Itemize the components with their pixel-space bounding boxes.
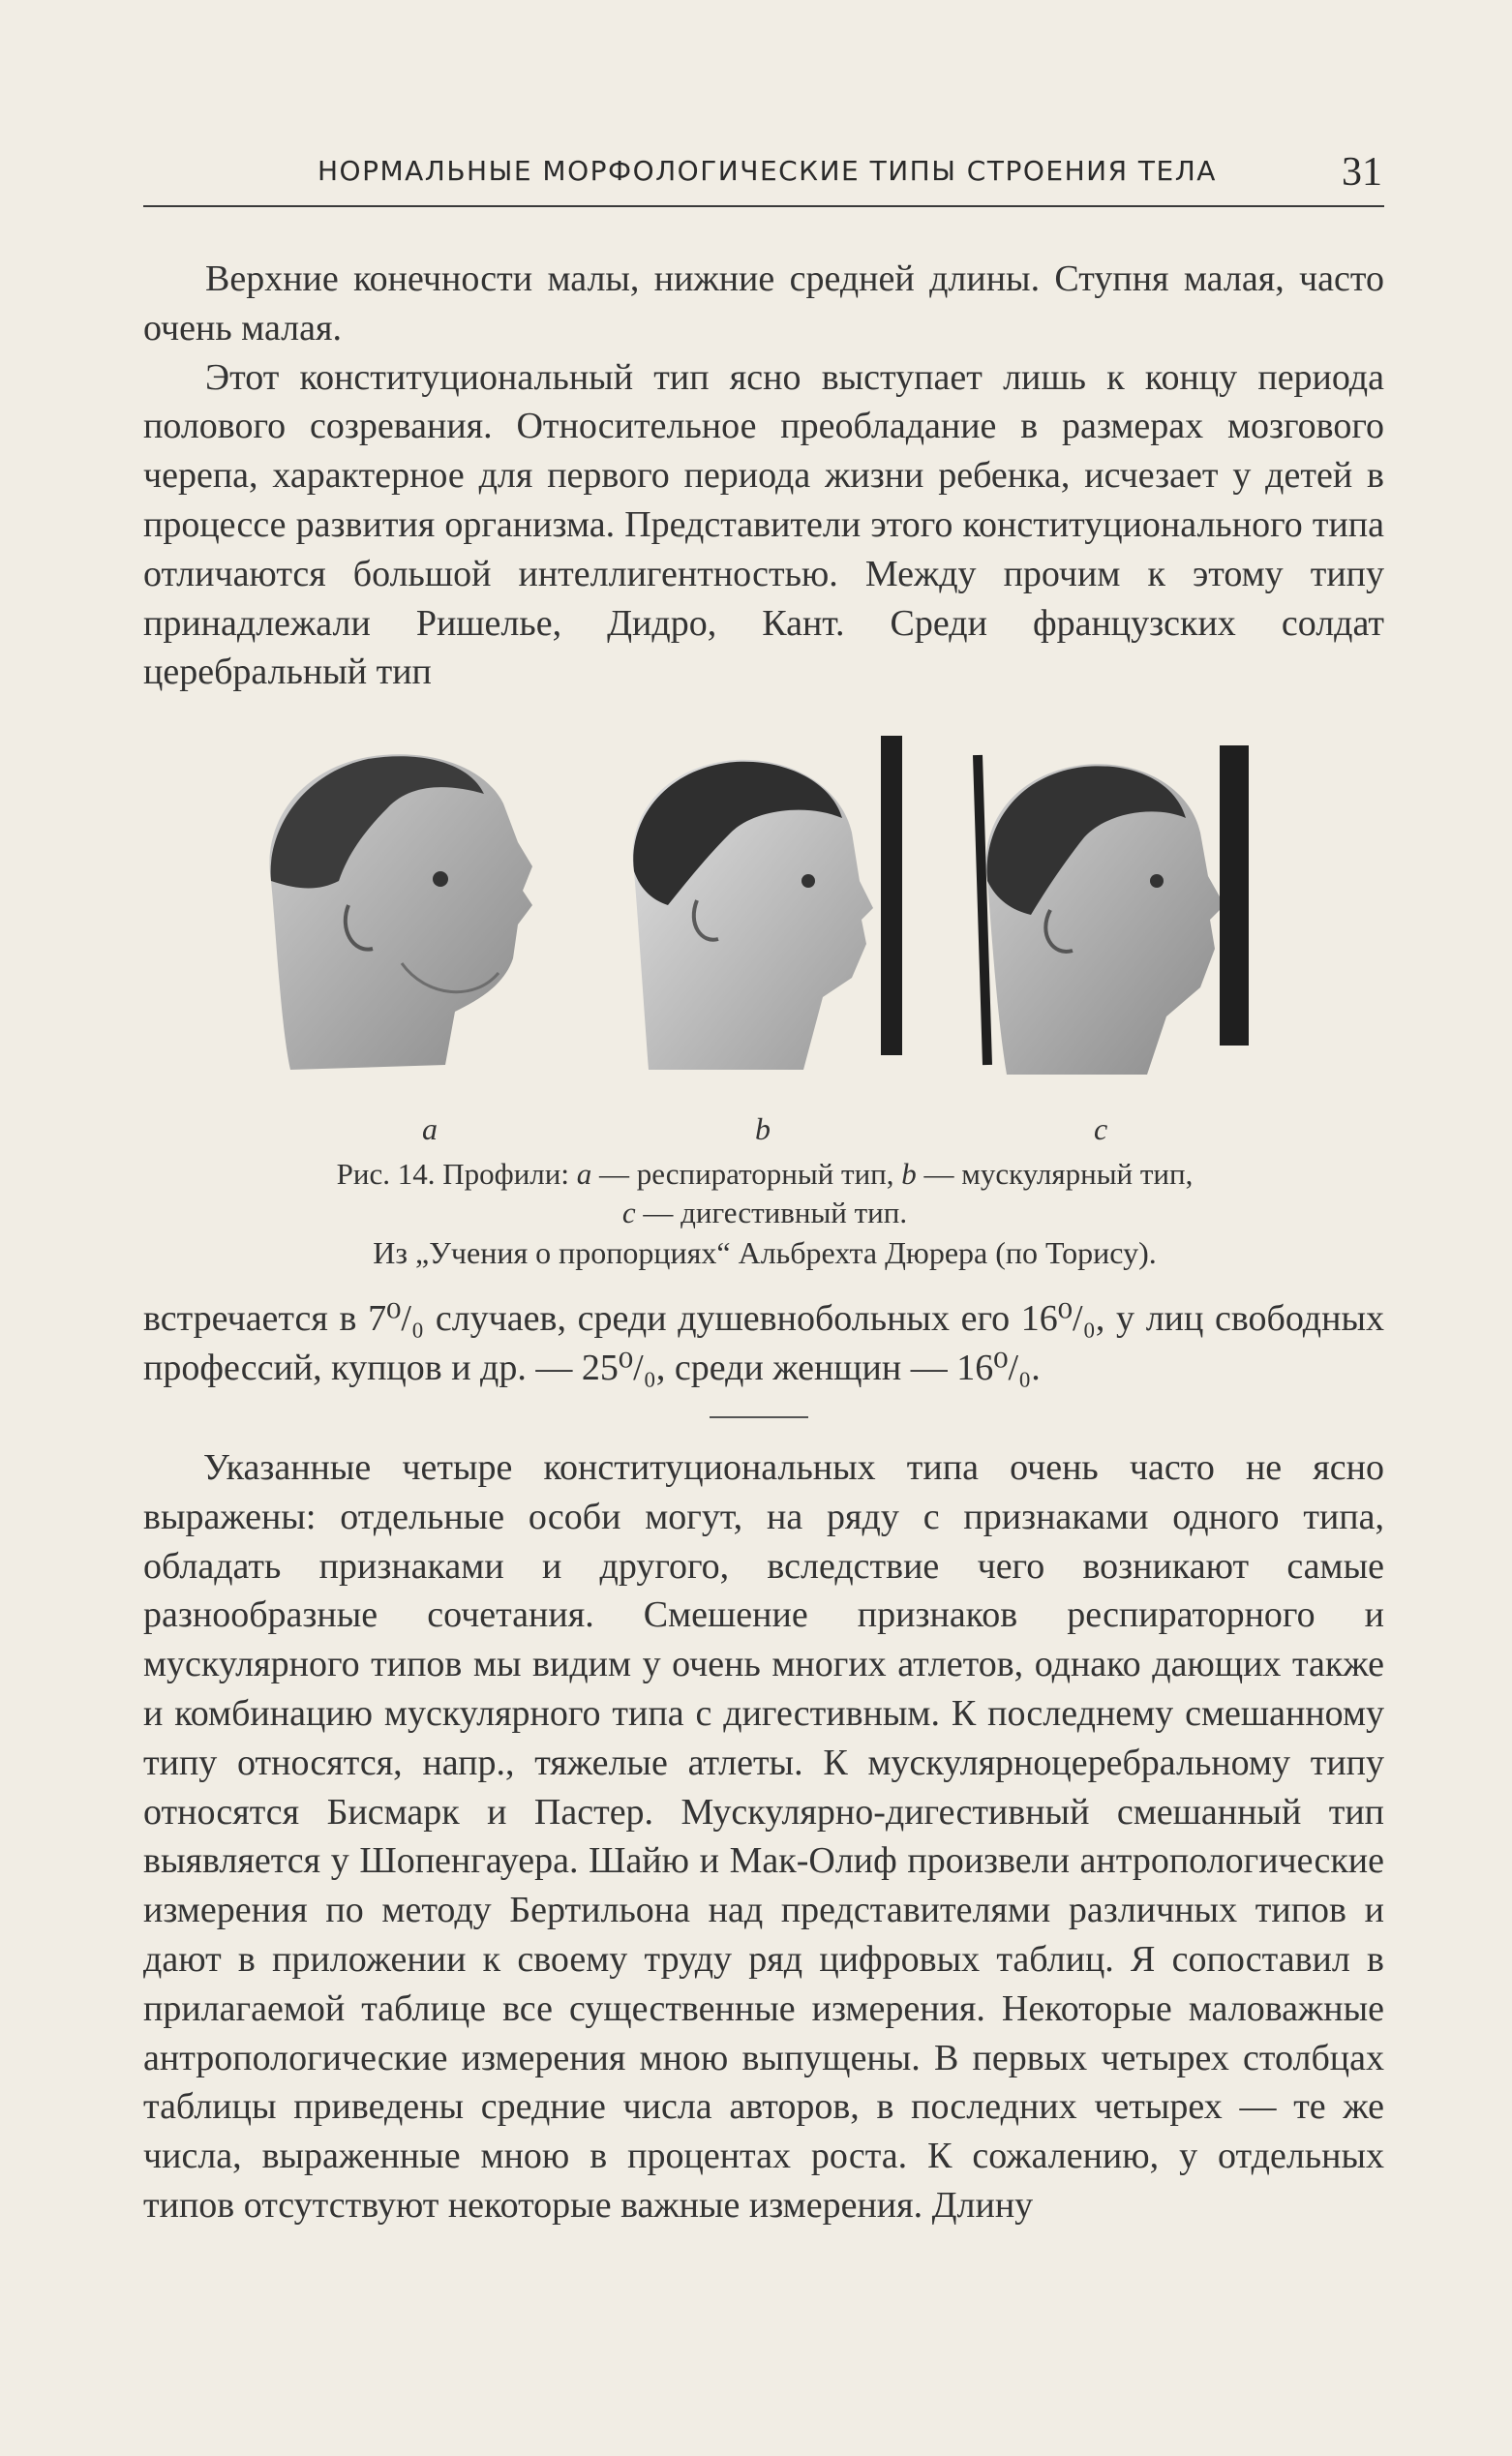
figure-letters bbox=[242, 1111, 1287, 1150]
text-block-continuation bbox=[143, 1294, 1384, 1393]
profile-b-image bbox=[633, 736, 902, 1070]
text-block-main bbox=[143, 1443, 1384, 2230]
section-divider bbox=[710, 1416, 808, 1418]
running-header bbox=[143, 150, 1382, 201]
profiles-illustration bbox=[242, 736, 1287, 1084]
header-title: НОРМАЛЬНЫЕ МОРФОЛОГИЧЕСКИЕ ТИПЫ СТРОЕНИЯ ТЕЛА bbox=[318, 155, 1217, 187]
page-number: 31 bbox=[1342, 150, 1382, 195]
profile-c-image bbox=[978, 745, 1249, 1075]
caption-text-c: — дигестивный тип. bbox=[635, 1196, 908, 1229]
caption-prefix: Рис. 14. Профили: bbox=[336, 1157, 577, 1191]
header-rule bbox=[143, 205, 1384, 207]
caption-text-b: — мускулярный тип, bbox=[916, 1157, 1194, 1191]
paragraph-limbs: Верхние конечности малы, нижние средней длины. Ступня малая, часто очень малая. bbox=[143, 258, 1384, 349]
label-c: c bbox=[1094, 1111, 1108, 1146]
caption-text-a: — респираторный тип, bbox=[591, 1157, 902, 1191]
paragraph-mixed-types: Указанные четыре конституциональных типа очень часто не ясно выражены: отдельные особи могут, на ряду с признаками одного типа, обладать признаками и другого, вследствие чего возникают самые разнообразные сочетания. Смешение признаков респираторного и мускулярного типов мы видим у очень многих атлетов, однако дающих также и комбинацию мускулярного типа с дигестивным. К последнему смешанному типу относятся, напр., тяжелые атлеты. К мускулярноцеребральному типу относятся Бисмарк и Пастер. Мускулярно-дигестивный смешанный тип выявляется у Шопенгауера. Шайю и Мак-Олиф произвели антропологические измерения по методу Бертильона над представителями различных типов и дают в приложении к своему труду ряд цифровых таблиц. Я сопоставил в прилагаемой таблице все существенные измерения. Некоторые маловажные антропологические измерения мною выпущены. В первых четырех столбцах таблицы приведены средние числа авторов, в последних четырех — те же числа, выраженные мною в процентах роста. К сожалению, у отдельных типов отсутствуют некоторые важные измерения. Длину bbox=[143, 1447, 1384, 2226]
caption-letter-c: c bbox=[621, 1196, 636, 1229]
profile-a-image bbox=[269, 754, 532, 1070]
label-a: a bbox=[422, 1111, 438, 1146]
figure-profiles bbox=[242, 736, 1287, 1084]
caption-line-2 bbox=[194, 1195, 1336, 1231]
label-b: b bbox=[755, 1111, 771, 1146]
paragraph-cerebral-type: Этот конституциональный тип ясно выступает лишь к концу периода полового созревания. Относительное преобладание в размерах мозгового черепа, характерное для первого периода жизни ребенка, исчезает у детей в процессе развития организма. Представители этого конституционального типа отличаются большой интеллигентностью. Между прочим к этому типу принадлежали Ришелье, Дидро, Кант. Среди французских солдат церебральный тип bbox=[143, 356, 1384, 693]
caption-source: Из „Учения о пропорциях“ Альбрехта Дюрера (по Торису). bbox=[373, 1235, 1157, 1270]
paragraph-continuation: встречается в 7⁰/₀ случаев, среди душевнобольных его 16⁰/₀, у лиц свободных профессий, купцов и др. — 25⁰/₀, среди женщин — 16⁰/₀. bbox=[143, 1298, 1384, 1388]
caption-line-1 bbox=[194, 1156, 1336, 1193]
caption-letter-a: a bbox=[576, 1157, 592, 1191]
text-block-top bbox=[143, 255, 1384, 697]
caption-letter-b: b bbox=[901, 1157, 917, 1191]
